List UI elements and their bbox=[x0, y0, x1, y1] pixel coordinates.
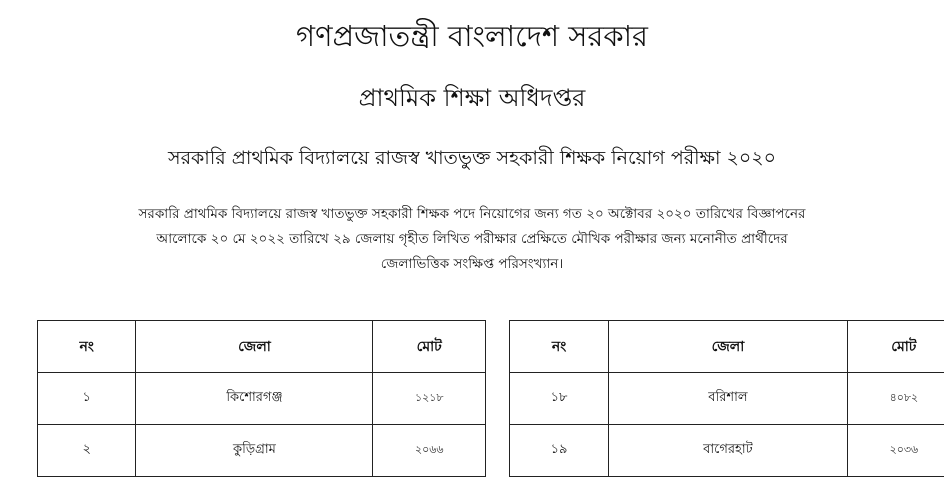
government-title: গণপ্রজাতন্ত্রী বাংলাদেশ সরকার bbox=[295, 19, 649, 53]
district-table-left bbox=[37, 320, 486, 477]
cell-no: ১৯ bbox=[510, 425, 609, 477]
header-district: জেলা bbox=[136, 321, 373, 373]
district-table-right bbox=[509, 320, 944, 477]
table-header-row bbox=[38, 321, 486, 373]
notice-line-3: জেলাভিত্তিক সংক্ষিপ্ত পরিসংখ্যান। bbox=[380, 256, 564, 272]
table-row bbox=[38, 373, 486, 425]
header-district: জেলা bbox=[609, 321, 848, 373]
cell-total: ২০৩৬ bbox=[847, 425, 944, 477]
header-total: মোট bbox=[847, 321, 944, 373]
cell-total: ৪০৮২ bbox=[847, 373, 944, 425]
notice-line-1: সরকারি প্রাথমিক বিদ্যালয়ে রাজস্ব খাতভুক্ত সহকারী শিক্ষক পদে নিয়োগের জন্য গত ২০ অক্টোবর ২০২০ তারিখের বিজ্ঞাপনের bbox=[138, 206, 806, 222]
cell-district: কুড়িগ্রাম bbox=[136, 425, 373, 477]
table-row bbox=[510, 425, 944, 477]
directorate-title: প্রাথমিক শিক্ষা অধিদপ্তর bbox=[358, 84, 586, 112]
cell-no: ১ bbox=[38, 373, 136, 425]
header-total: মোট bbox=[373, 321, 486, 373]
table-row bbox=[38, 425, 486, 477]
header-no: নং bbox=[510, 321, 609, 373]
notice-line-2: আলোকে ২০ মে ২০২২ তারিখে ২৯ জেলায় গৃহীত লিখিত পরীক্ষার প্রেক্ষিতে মৌখিক পরীক্ষার জন্য মনোনীত প্রার্থীদের bbox=[156, 231, 788, 247]
table-row bbox=[510, 373, 944, 425]
table-header-row bbox=[510, 321, 944, 373]
cell-total: ১২১৮ bbox=[373, 373, 486, 425]
cell-total: ২০৬৬ bbox=[373, 425, 486, 477]
cell-district: বাগেরহাট bbox=[609, 425, 848, 477]
cell-no: ১৮ bbox=[510, 373, 609, 425]
cell-no: ২ bbox=[38, 425, 136, 477]
header-no: নং bbox=[38, 321, 136, 373]
cell-district: কিশোরগঞ্জ bbox=[136, 373, 373, 425]
cell-district: বরিশাল bbox=[609, 373, 848, 425]
exam-title: সরকারি প্রাথমিক বিদ্যালয়ে রাজস্ব খাতভুক্ত সহকারী শিক্ষক নিয়োগ পরীক্ষা ২০২০ bbox=[168, 147, 776, 169]
